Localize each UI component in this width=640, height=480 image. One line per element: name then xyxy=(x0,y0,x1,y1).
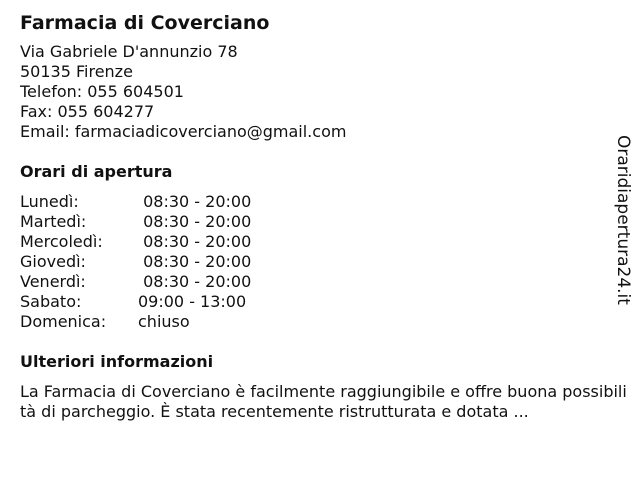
time-value: 09:00 - 13:00 xyxy=(138,292,247,311)
hours-row-sunday xyxy=(20,312,610,332)
pharmacy-name: Farmacia di Coverciano xyxy=(20,12,270,34)
email-line: Email: farmaciadicoverciano@gmail.com xyxy=(20,122,347,141)
hours-row-tuesday xyxy=(20,212,610,232)
site-watermark: Oraridiapertura24.it xyxy=(613,135,633,305)
time-value: 08:30 - 20:00 xyxy=(138,272,252,291)
hours-row-monday xyxy=(20,192,610,212)
opening-hours-table xyxy=(20,192,610,332)
hours-row-wednesday xyxy=(20,232,610,252)
day-label: Sabato: xyxy=(20,292,82,311)
day-label: Lunedì: xyxy=(20,192,79,211)
day-label: Martedì: xyxy=(20,212,87,231)
phone-line: Telefon: 055 604501 xyxy=(20,82,184,101)
fax-line: Fax: 055 604277 xyxy=(20,102,155,121)
time-value: 08:30 - 20:00 xyxy=(138,232,252,251)
address-line: Via Gabriele D'annunzio 78 xyxy=(20,42,238,61)
more-info-heading: Ulteriori informazioni xyxy=(20,352,214,371)
day-label: Giovedì: xyxy=(20,252,86,271)
time-value: 08:30 - 20:00 xyxy=(138,252,252,271)
hours-row-thursday xyxy=(20,252,610,272)
hours-row-saturday xyxy=(20,292,610,312)
day-label: Mercoledì: xyxy=(20,232,103,251)
time-value: chiuso xyxy=(138,312,190,331)
day-label: Domenica: xyxy=(20,312,107,331)
more-info-text: La Farmacia di Coverciano è facilmente raggiungibile e offre buona possibilità di parcheggio. È stata recentemente ristrutturata e dotata ... xyxy=(20,382,627,421)
opening-hours-heading: Orari di apertura xyxy=(20,162,173,181)
contact-block xyxy=(20,42,610,142)
hours-row-friday xyxy=(20,272,610,292)
time-value: 08:30 - 20:00 xyxy=(138,192,252,211)
city-line: 50135 Firenze xyxy=(20,62,133,81)
time-value: 08:30 - 20:00 xyxy=(138,212,252,231)
day-label: Venerdì: xyxy=(20,272,86,291)
